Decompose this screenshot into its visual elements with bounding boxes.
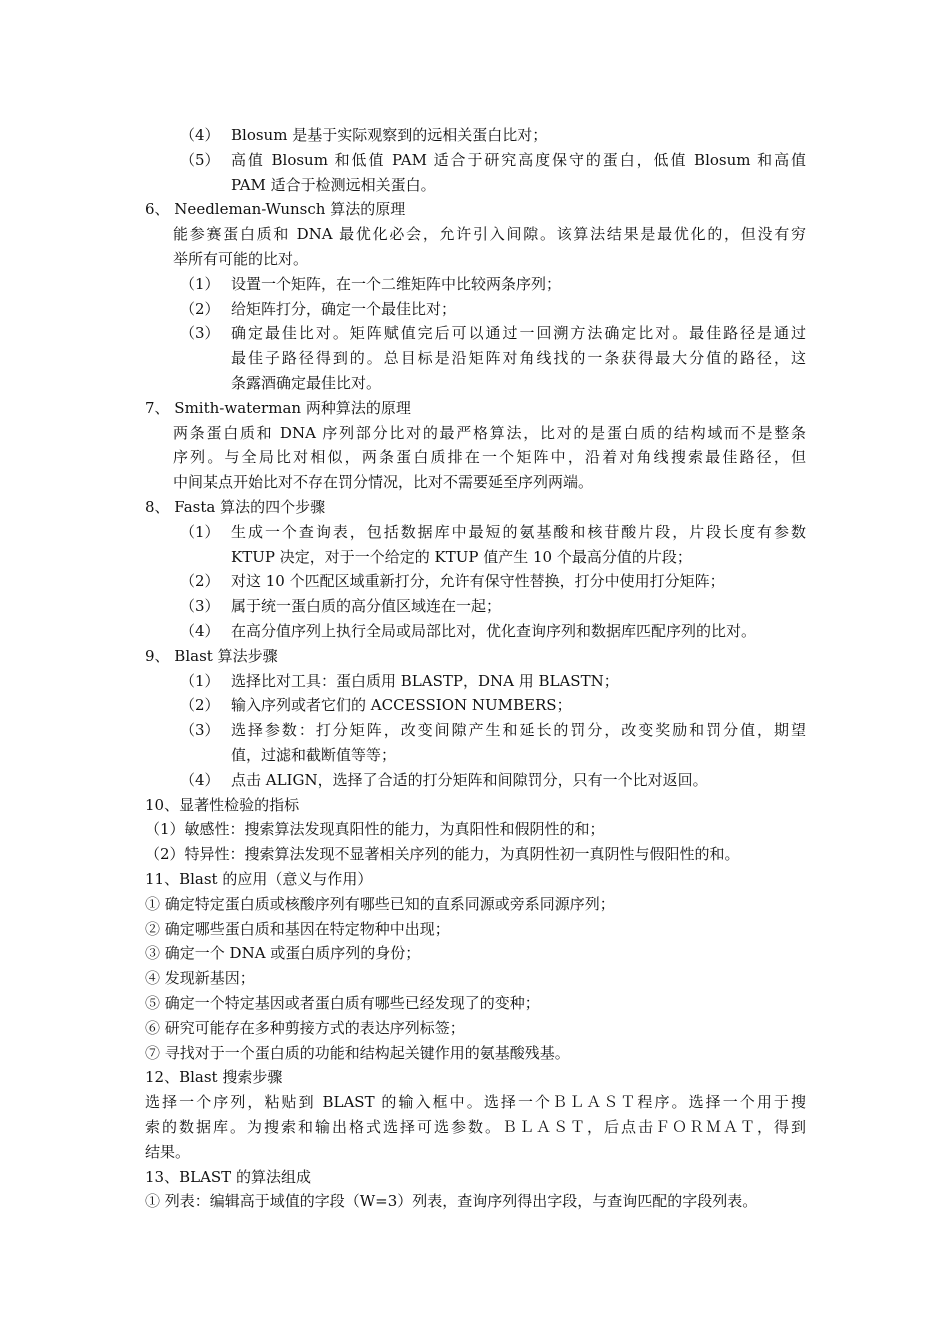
list-item-text: ① 确定特定蛋白质或核酸序列有哪些已知的直系同源或旁系同源序列； (145, 894, 615, 913)
paragraph-line: 选择一个序列，粘贴到 BLAST 的输入框中。选择一个ＢＬＡＳＴ程序。选择一个用于搜 (145, 1093, 806, 1112)
list-item-text: ⑦ 寻找对于一个蛋白质的功能和结构起关键作用的氨基酸残基。 (145, 1043, 570, 1062)
list-item-number: （2） (180, 696, 220, 715)
paragraph-line: 能参赛蛋白质和 DNA 最优化必会，允许引入间隙。该算法结果是最优化的，但没有穷 (173, 225, 806, 244)
list-item-number: （2） (180, 572, 220, 591)
list-item-text: 属于统一蛋白质的高分值区域连在一起； (231, 597, 502, 616)
list-item-text: 输入序列或者它们的 ACCESSION NUMBERS； (231, 696, 572, 715)
list-item-text: ① 列表：编辑高于域值的字段（W=3）列表，查询序列得出字段，与查询匹配的字段列表。 (145, 1192, 758, 1211)
list-item-text: ④ 发现新基因； (145, 969, 255, 988)
list-item-text: （2）特异性：搜索算法发现不显著相关序列的能力，为真阴性初一真阴性与假阳性的和。 (145, 845, 740, 864)
section-heading: 8、 Fasta 算法的四个步骤 (145, 498, 326, 516)
paragraph-line: 序列。与全局比对相似，两条蛋白质排在一个矩阵中，沿着对角线搜索最佳路径，但 (173, 448, 806, 467)
list-item-text: KTUP 决定，对于一个给定的 KTUP 值产生 10 个最高分值的片段； (231, 547, 692, 566)
list-item-number: （4） (180, 770, 220, 789)
list-item-text: 选择比对工具：蛋白质用 BLASTP，DNA 用 BLASTN； (231, 671, 619, 690)
list-item-number: （4） (180, 126, 220, 144)
list-item-text: ② 确定哪些蛋白质和基因在特定物种中出现； (145, 919, 450, 938)
section-heading: 11、Blast 的应用（意义与作用） (145, 870, 373, 888)
list-item-text: ⑥ 研究可能存在多种剪接方式的表达序列标签； (145, 1018, 465, 1037)
list-item-text: （1）敏感性：搜索算法发现真阳性的能力，为真阳性和假阴性的和； (145, 820, 605, 839)
list-item-number: （2） (180, 299, 220, 318)
list-item-text: 确定最佳比对。矩阵赋值完后可以通过一回溯方法确定比对。最佳路径是通过 (231, 324, 806, 343)
list-item-text: ⑤ 确定一个特定基因或者蛋白质有哪些已经发现了的变种； (145, 994, 540, 1012)
paragraph-line: 中间某点开始比对不存在罚分情况，比对不需要延至序列两端。 (173, 473, 594, 492)
list-item-number: （1） (180, 671, 220, 690)
list-item-text: 选择参数：打分矩阵，改变间隙产生和延长的罚分，改变奖励和罚分值，期望 (231, 721, 806, 740)
paragraph-line: 举所有可能的比对。 (173, 250, 309, 268)
section-heading: 13、BLAST 的算法组成 (145, 1167, 311, 1186)
list-item-text: Blosum 是基于实际观察到的远相关蛋白比对； (231, 126, 548, 144)
section-heading: 10、显著性检验的指标 (145, 795, 300, 814)
list-item-text: ③ 确定一个 DNA 或蛋白质序列的身份； (145, 944, 421, 963)
list-item-text: 给矩阵打分，确定一个最佳比对； (231, 299, 457, 318)
section-heading: 7、 Smith-waterman 两种算法的原理 (145, 398, 411, 417)
list-item-text: 生成一个查询表，包括数据库中最短的氨基酸和核苷酸片段，片段长度有参数 (231, 522, 806, 541)
list-item-text: 值，过滤和截断值等等； (231, 746, 397, 764)
list-item-text: PAM 适合于检测远相关蛋白。 (231, 175, 436, 194)
list-item-text: 点击 ALIGN，选择了合适的打分矩阵和间隙罚分，只有一个比对返回。 (231, 770, 708, 789)
paragraph-line: 两条蛋白质和 DNA 序列部分比对的最严格算法，比对的是蛋白质的结构域而不是整条 (173, 423, 806, 442)
section-heading: 9、 Blast 算法步骤 (145, 646, 278, 665)
list-item-text: 设置一个矩阵，在一个二维矩阵中比较两条序列； (231, 274, 562, 293)
list-item-text: 最佳子路径得到的。总目标是沿矩阵对角线找的一条获得最大分值的路径，这 (231, 349, 806, 368)
list-item-text: 高值 Blosum 和低值 PAM 适合于研究高度保守的蛋白，低值 Blosum 和高值 (231, 150, 806, 169)
list-item-number: （1） (180, 274, 220, 293)
list-item-text: 对这 10 个匹配区域重新打分，允许有保守性替换，打分中使用打分矩阵； (231, 572, 725, 591)
section-heading: 12、Blast 搜索步骤 (145, 1068, 283, 1087)
paragraph-line: 结果。 (145, 1142, 191, 1161)
paragraph-line: 索的数据库。为搜索和输出格式选择可选参数。ＢＬＡＳＴ，后点击ＦＯＲＭＡＴ，得到 (145, 1118, 806, 1136)
list-item-number: （3） (180, 324, 220, 343)
list-item-number: （1） (180, 522, 220, 541)
list-item-number: （3） (180, 597, 220, 616)
list-item-text: 在高分值序列上执行全局或局部比对，优化查询序列和数据库匹配序列的比对。 (231, 622, 757, 640)
list-item-number: （5） (180, 150, 220, 169)
section-heading: 6、 Needleman-Wunsch 算法的原理 (145, 200, 406, 219)
list-item-number: （3） (180, 721, 220, 740)
list-item-number: （4） (180, 622, 220, 640)
list-item-text: 条露酒确定最佳比对。 (231, 374, 382, 392)
